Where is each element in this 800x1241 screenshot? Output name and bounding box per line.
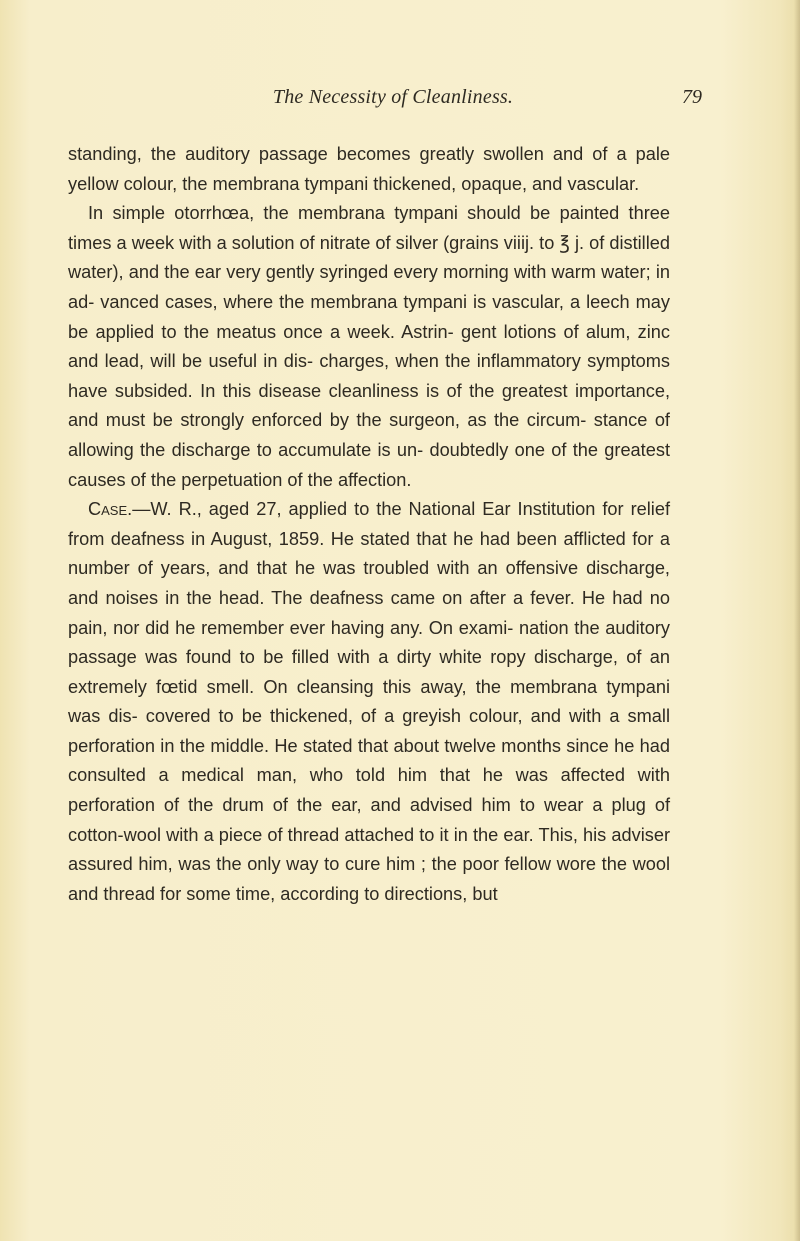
page-edge-shadow [794,0,800,1241]
case-heading: Case. [88,499,133,520]
paragraph-otorrhoea-treatment [68,199,670,495]
running-title: The Necessity of Cleanliness. [272,86,514,108]
paragraph-case-text: —W. R., aged 27, applied to the National Ear Institution for relief from deafness in August, 1859. He stated that he had been afflicted for a number of years, and that he was troubled with an offensive discharge, and noises in the head. The deafness came on after a fever. He had no pain, nor did he remember ever having any. On exami- nation the auditory passage was found to be filled with a dirty white ropy discharge, of an extremely fœtid smell. On cleansing this away, the membrana tympani was dis- covered to be thickened, of a greyish colour, and with a small perforation in the middle. He stated that about twelve months since he had consulted a medical man, who told him that he was affected with perforation of the drum of the ear, and advised him to wear a plug of cotton-wool with a piece of thread attached to it in the ear. This, his adviser assured him, was the only way to cure him ; the poor fellow wore the wool and thread for some time, according to directions, but [68,499,670,904]
body-text [68,140,670,909]
page-header [68,86,718,116]
paragraph-otorrhoea-text: In simple otorrhœa, the membrana tympani should be painted three times a week with a solution of nitrate of silver (grains viiij. to ℥ j. of distilled water), and the ear very gently syringed every morning with warm water; in ad- vanced cases, where the membrana tympani is vascular, a leech may be applied to the meatus once a week. Astrin- gent lotions of alum, zinc and lead, will be useful in dis- charges, when the inflammatory symptoms have subsided. In this disease cleanliness is of the greatest importance, and must be strongly enforced by the surgeon, as the circum- stance of allowing the discharge to accumulate is un- doubtedly one of the greatest causes of the perpetuation of the affection. [68,203,670,490]
page-number: 79 [682,86,702,108]
paragraph-case [68,495,670,909]
paragraph-continuation: standing, the auditory passage becomes greatly swollen and of a pale yellow colour, the membrana tympani thickened, opaque, and vascular. [68,144,670,194]
